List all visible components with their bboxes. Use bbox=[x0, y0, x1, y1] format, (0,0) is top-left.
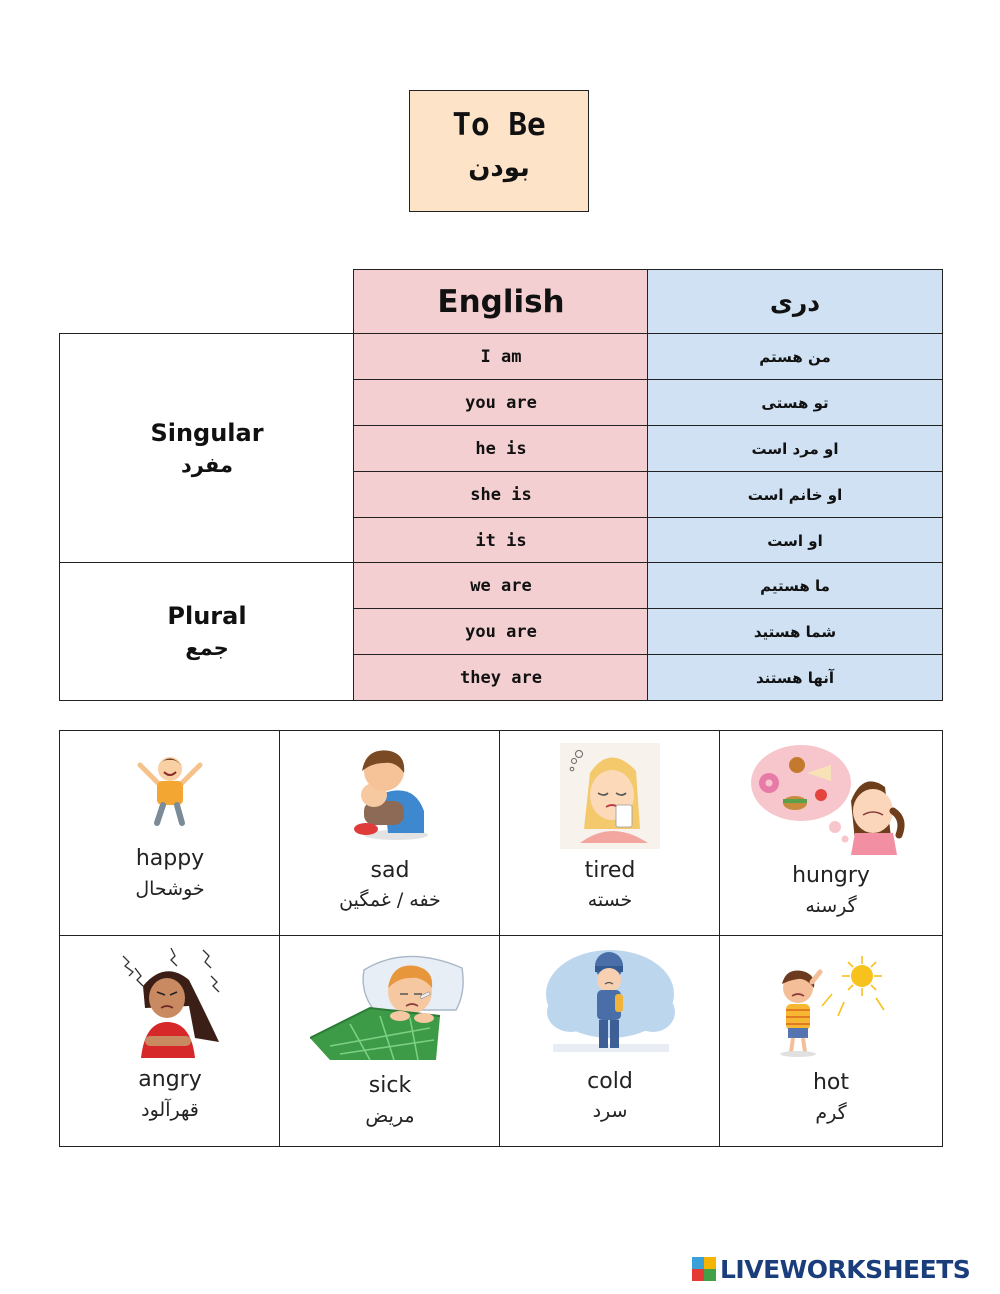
feeling-english: cold bbox=[587, 1069, 633, 1094]
feeling-dari: خفه / غمگین bbox=[339, 889, 441, 911]
brand-logo-icon bbox=[692, 1257, 716, 1281]
liveworksheets-brand[interactable] bbox=[692, 1252, 992, 1286]
feeling-english: hot bbox=[812, 1070, 850, 1095]
singular-label-cell bbox=[59, 333, 355, 564]
feeling-card-hungry bbox=[719, 730, 943, 937]
row-english: it is bbox=[353, 517, 649, 564]
row-dari: او مرد است bbox=[647, 425, 943, 473]
row-dari: او خانم است bbox=[647, 471, 943, 519]
row-dari: شما هستید bbox=[647, 608, 943, 656]
feeling-card-sick bbox=[279, 935, 501, 1147]
feeling-english: sick bbox=[368, 1073, 412, 1098]
feeling-dari: خسته bbox=[587, 889, 633, 911]
feeling-dari: گرم bbox=[815, 1102, 847, 1124]
hot-boy-sun-icon bbox=[772, 954, 890, 1058]
feeling-dari: سرد bbox=[592, 1100, 628, 1122]
title-box bbox=[409, 90, 589, 212]
feeling-english: angry bbox=[138, 1067, 202, 1092]
feeling-dari: قهرآلود bbox=[141, 1099, 199, 1121]
plural-label-cell bbox=[59, 562, 355, 701]
feeling-card-hot bbox=[719, 935, 943, 1147]
row-english: they are bbox=[353, 654, 649, 701]
feeling-card-angry bbox=[59, 935, 281, 1147]
row-english: you are bbox=[353, 608, 649, 656]
feeling-dari: گرسنه bbox=[805, 895, 857, 917]
feeling-card-happy bbox=[59, 730, 281, 937]
header-dari: دری bbox=[647, 269, 943, 335]
sick-boy-icon bbox=[310, 948, 470, 1060]
feeling-card-sad bbox=[279, 730, 501, 937]
row-english: she is bbox=[353, 471, 649, 519]
feeling-card-cold bbox=[499, 935, 721, 1147]
tired-girl-icon bbox=[560, 743, 660, 849]
row-english: we are bbox=[353, 562, 649, 610]
cold-child-icon bbox=[545, 948, 675, 1056]
angry-girl-icon bbox=[115, 946, 225, 1058]
sad-child-icon bbox=[344, 743, 436, 843]
singular-dari: مفرد bbox=[181, 452, 233, 477]
row-english: you are bbox=[353, 379, 649, 427]
row-dari: او است bbox=[647, 517, 943, 564]
singular-english: Singular bbox=[150, 418, 264, 447]
row-dari: ما هستیم bbox=[647, 562, 943, 610]
feeling-english: sad bbox=[370, 858, 410, 883]
plural-dari: جمع bbox=[185, 635, 229, 660]
feeling-english: hungry bbox=[792, 863, 870, 888]
feeling-dari: خوشحال bbox=[135, 878, 205, 900]
brand-name: LIVEWORKSHEETS bbox=[720, 1254, 971, 1284]
header-english: English bbox=[353, 269, 649, 335]
row-dari: تو هستی bbox=[647, 379, 943, 427]
hungry-girl-icon bbox=[751, 741, 911, 855]
title-dari: بودن bbox=[468, 153, 530, 183]
plural-english: Plural bbox=[167, 601, 247, 630]
row-dari: آنها هستند bbox=[647, 654, 943, 701]
row-dari: من هستم bbox=[647, 333, 943, 381]
happy-child-icon bbox=[130, 749, 210, 829]
feeling-card-tired bbox=[499, 730, 721, 937]
feeling-english: happy bbox=[135, 846, 205, 871]
row-english: I am bbox=[353, 333, 649, 381]
row-english: he is bbox=[353, 425, 649, 473]
feeling-dari: مریض bbox=[365, 1105, 415, 1127]
feeling-english: tired bbox=[584, 858, 636, 883]
title-english: To Be bbox=[452, 107, 546, 143]
